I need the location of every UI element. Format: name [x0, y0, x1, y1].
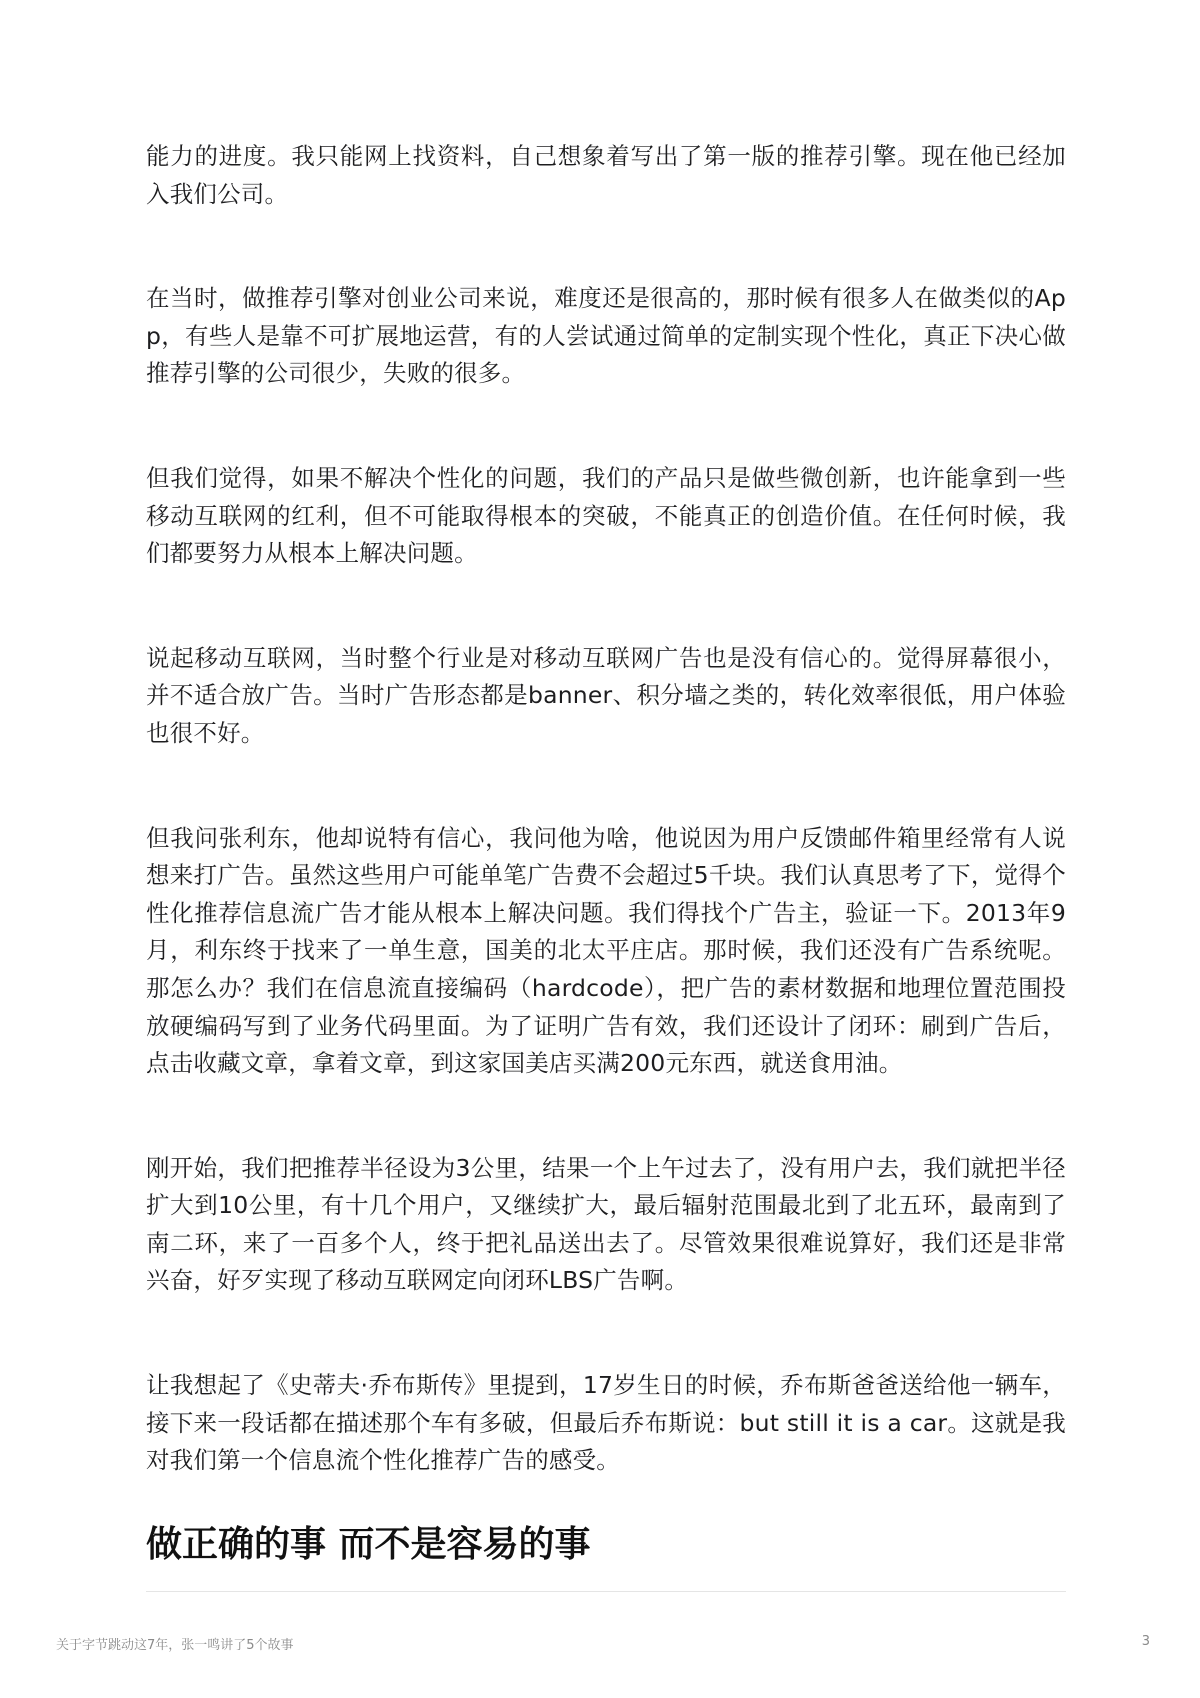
section-heading: 做正确的事 而不是容易的事 — [146, 1521, 1066, 1592]
paragraph-6: 刚开始，我们把推荐半径设为3公里，结果一个上午过去了，没有用户去，我们就把半径扩大到10公里，有十几个用户，又继续扩大，最后辐射范围最北到了北五环，最南到了南二环，来了一百多个人，终于把礼品送出去了。尽管效果很难说算好，我们还是非常兴奋，好歹实现了移动互联网定向闭环LBS广告啊。 — [146, 1153, 1066, 1295]
paragraph-7: 让我想起了《史蒂夫·乔布斯传》里提到，17岁生日的时候，乔布斯爸爸送给他一辆车，接下来一段话都在描述那个车有多破，但最后乔布斯说：but still it is a car。这就是我对我们第一个信息流个性化推荐广告的感受。 — [146, 1371, 1066, 1475]
paragraph-1: 能力的进度。我只能网上找资料，自己想象着写出了第一版的推荐引擎。现在他已经加入我们公司。 — [146, 142, 1066, 208]
footer-document-title: 关于字节跳动这7年，张一鸣讲了5个故事 — [56, 1638, 294, 1653]
paragraph-4: 说起移动互联网，当时整个行业是对移动互联网广告也是没有信心的。觉得屏幕很小，并不适合放广告。当时广告形态都是banner、积分墙之类的，转化效率很低，用户体验也很不好。 — [146, 643, 1066, 747]
paragraph-3: 但我们觉得，如果不解决个性化的问题，我们的产品只是做些微创新，也许能拿到一些移动互联网的红利，但不可能取得根本的突破，不能真正的创造价值。在任何时候，我们都要努力从根本上解决问题。 — [146, 463, 1066, 568]
paragraph-2: 在当时，做推荐引擎对创业公司来说，难度还是很高的，那时候有很多人在做类似的App，有些人是靠不可扩展地运营，有的人尝试通过简单的定制实现个性化，真正下决心做推荐引擎的公司很少，失败的很多。 — [146, 284, 1066, 388]
footer-page-number: 3 — [1141, 1634, 1150, 1649]
paragraph-5: 但我问张利东，他却说特有信心，我问他为啥，他说因为用户反馈邮件箱里经常有人说想来打广告。虽然这些用户可能单笔广告费不会超过5千块。我们认真思考了下，觉得个性化推荐信息流广告才能从根本上解决问题。我们得找个广告主，验证一下。2013年9月，利东终于找来了一单生意，国美的北太平庄店。那时候，我们还没有广告系统呢。那怎么办？我们在信息流直接编码（hardcode），把广告的素材数据和地理位置范围投放硬编码写到了业务代码里面。为了证明广告有效，我们还设计了闭环：刷到广告后，点击收藏文章，拿着文章，到这家国美店买满200元东西，就送食用油。 — [146, 823, 1066, 1078]
article-content — [146, 138, 1066, 1592]
